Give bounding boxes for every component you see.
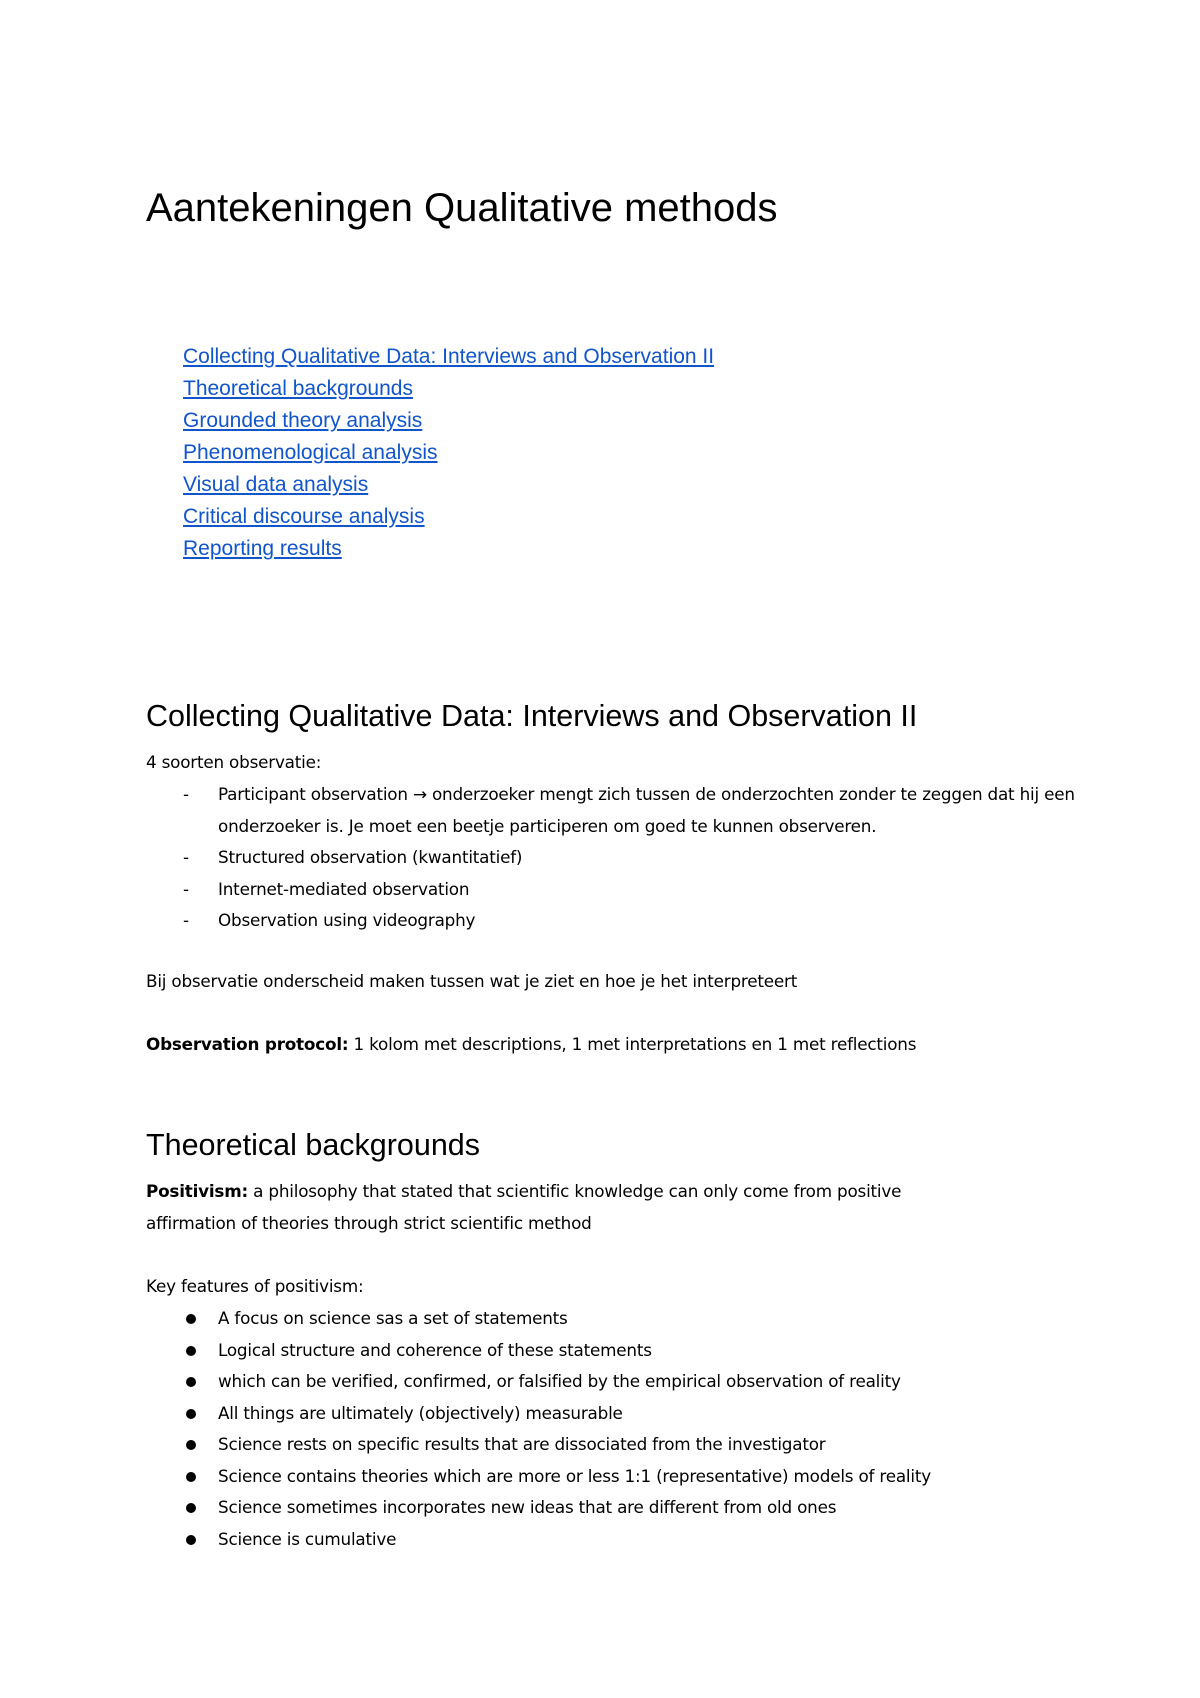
list-item: [183, 1429, 1083, 1461]
bullet-icon: [186, 1314, 196, 1324]
list-item-text: A focus on science sas a set of statements: [218, 1308, 568, 1328]
toc-link-grounded-theory-analysis[interactable]: Grounded theory analysis: [183, 409, 423, 432]
toc-item: [183, 469, 714, 501]
paragraph-text: 1 kolom met descriptions, 1 met interpretations en 1 met reflections: [348, 1034, 917, 1054]
dash-marker: -: [183, 910, 189, 930]
section1-paragraph-observation: Bij observatie onderscheid maken tussen wat je ziet en hoe je het interpreteert: [146, 971, 798, 991]
paragraph-text: a philosophy that stated that scientific knowledge can only come from positive affirmation of theories through strict scientific method: [146, 1181, 902, 1233]
toc-item: [183, 405, 714, 437]
dash-marker: -: [183, 847, 189, 867]
bullet-icon: [186, 1346, 196, 1356]
list-item: [183, 779, 1083, 842]
list-item: [183, 1461, 1083, 1493]
bullet-icon: [186, 1535, 196, 1545]
list-item-text: which can be verified, confirmed, or falsified by the empirical observation of reality: [218, 1371, 901, 1391]
positivism-definition: [146, 1176, 976, 1239]
toc-item: [183, 437, 714, 469]
toc-item: [183, 373, 714, 405]
dash-marker: -: [183, 878, 189, 899]
list-item-text: Science contains theories which are more or less 1:1 (representative) models of reality: [218, 1465, 931, 1486]
toc-item: [183, 501, 714, 533]
list-item-text: Structured observation (kwantitatief): [218, 847, 523, 867]
list-item-text: Science rests on specific results that are dissociated from the investigator: [218, 1434, 826, 1454]
list-item-text: Science is cumulative: [218, 1528, 397, 1549]
bullet-icon: [186, 1503, 196, 1513]
list-item: [183, 1335, 1083, 1367]
observation-types-list: [183, 779, 1083, 937]
bullet-icon: [186, 1409, 196, 1419]
section1-paragraph-protocol: [146, 1029, 916, 1061]
toc-link-phenomenological-analysis[interactable]: Phenomenological analysis: [183, 441, 438, 464]
toc-link-theoretical-backgrounds[interactable]: Theoretical backgrounds: [183, 377, 413, 400]
list-item-text: Science sometimes incorporates new ideas that are different from old ones: [218, 1497, 837, 1517]
list-item: [183, 1303, 1083, 1335]
list-item-text: Logical structure and coherence of these statements: [218, 1339, 652, 1360]
list-item: [183, 1524, 1083, 1556]
list-item-text: Internet-mediated observation: [218, 878, 470, 899]
list-item: [183, 905, 1083, 937]
list-item: [183, 1366, 1083, 1398]
bullet-icon: [186, 1472, 196, 1482]
section1-intro: 4 soorten observatie:: [146, 752, 322, 772]
list-item-text: Observation using videography: [218, 910, 476, 930]
toc-link-critical-discourse-analysis[interactable]: Critical discourse analysis: [183, 505, 425, 528]
list-item: [183, 1398, 1083, 1430]
list-item: [183, 874, 1083, 906]
section-heading-collecting-qualitative-data: Collecting Qualitative Data: Interviews and Observation II: [146, 699, 918, 733]
list-item: [183, 842, 1083, 874]
list-item-text: Participant observation → onderzoeker mengt zich tussen de onderzochten zonder te zeggen dat hij een onderzoeker is. Je moet een beetje participeren om goed te kunnen observeren.: [218, 784, 1075, 836]
positivism-features-list: [183, 1303, 1083, 1555]
bold-term-positivism: Positivism:: [146, 1181, 249, 1201]
toc-link-reporting-results[interactable]: Reporting results: [183, 537, 342, 560]
bullet-icon: [186, 1440, 196, 1450]
dash-marker: -: [183, 784, 189, 804]
list-item: [183, 1492, 1083, 1524]
list-item-text: All things are ultimately (objectively) measurable: [218, 1402, 623, 1423]
toc-item: [183, 533, 714, 565]
table-of-contents: [183, 341, 714, 565]
section-heading-theoretical-backgrounds: Theoretical backgrounds: [146, 1128, 480, 1162]
features-intro: Key features of positivism:: [146, 1276, 364, 1296]
document-title: Aantekeningen Qualitative methods: [146, 186, 778, 230]
bullet-icon: [186, 1377, 196, 1387]
bold-term-observation-protocol: Observation protocol:: [146, 1034, 349, 1054]
toc-link-collecting-qualitative-data[interactable]: Collecting Qualitative Data: Interviews and Observation II: [183, 345, 715, 368]
toc-item: [183, 341, 714, 373]
toc-link-visual-data-analysis[interactable]: Visual data analysis: [183, 473, 369, 496]
